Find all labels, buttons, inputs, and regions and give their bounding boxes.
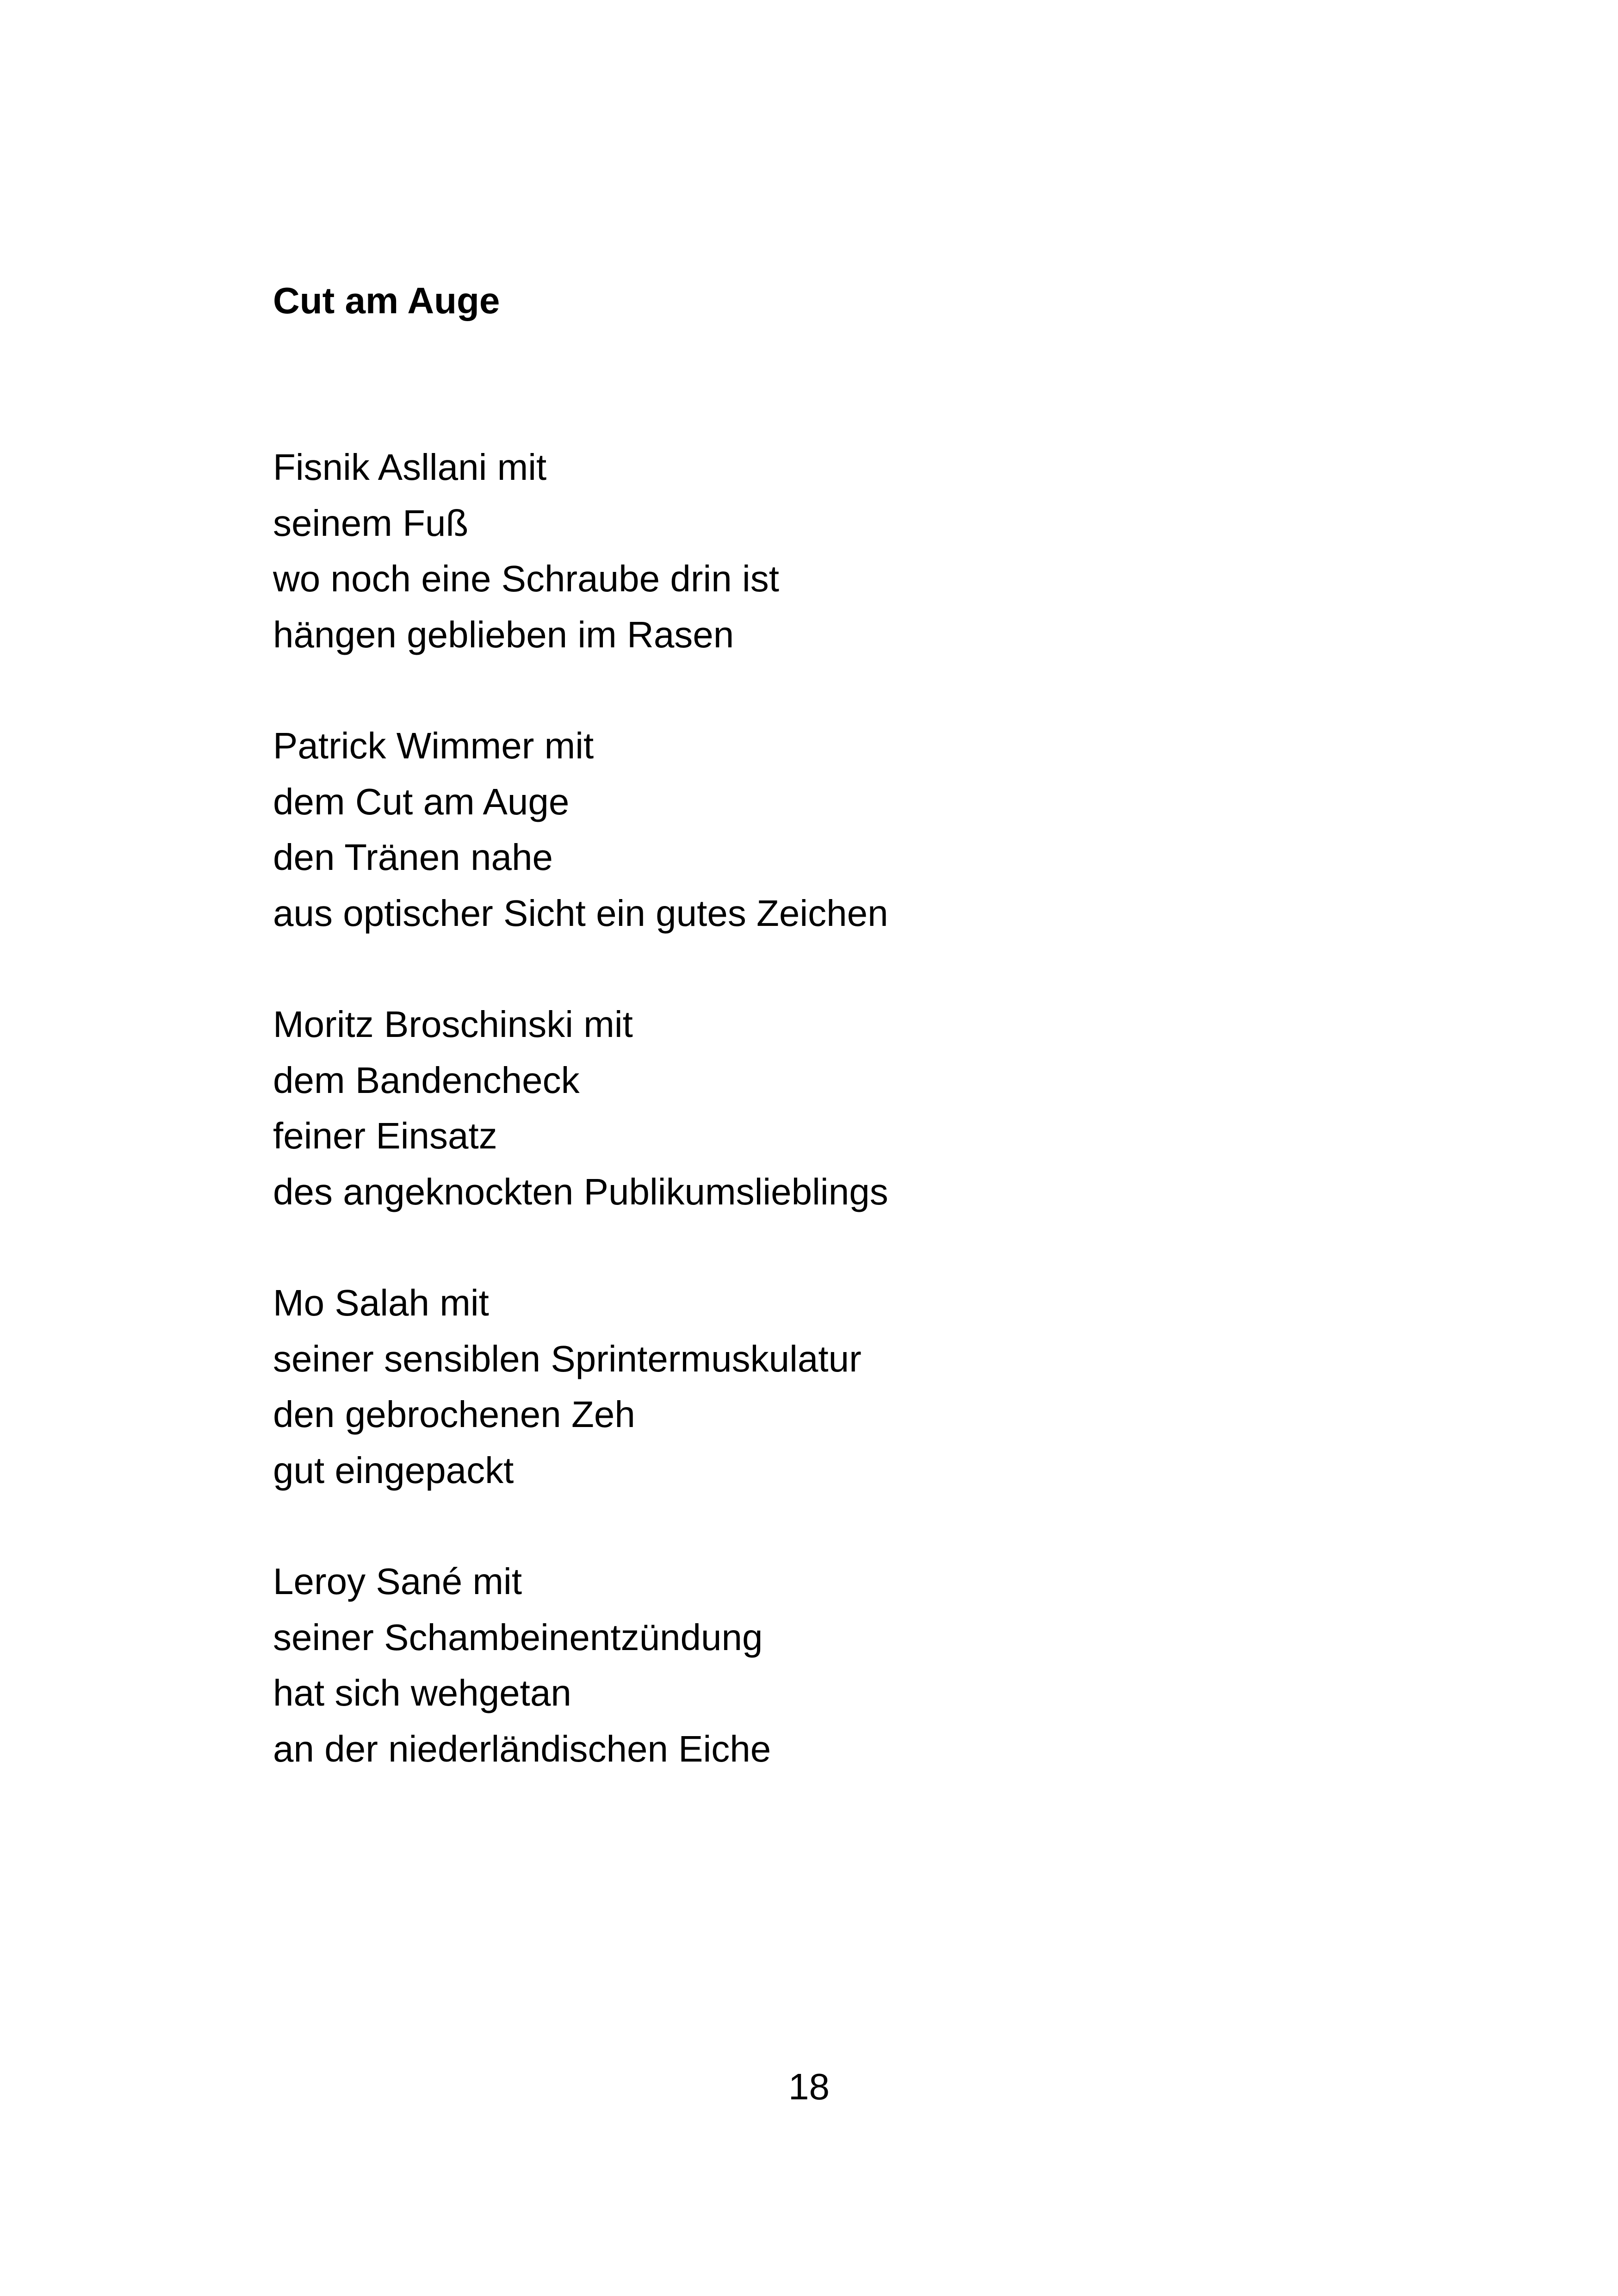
poem-line: hängen geblieben im Rasen bbox=[273, 614, 734, 655]
stanza-2 bbox=[273, 718, 1383, 941]
poem-line: dem Cut am Auge bbox=[273, 781, 570, 822]
page-number: 18 bbox=[788, 2066, 830, 2107]
stanza-4 bbox=[273, 1275, 1383, 1498]
poem-line: seinem Fuß bbox=[273, 502, 469, 544]
stanza-3 bbox=[273, 997, 1383, 1220]
poem-line: Moritz Broschinski mit bbox=[273, 1004, 633, 1045]
poem-line: aus optischer Sicht ein gutes Zeichen bbox=[273, 892, 888, 934]
poem-line: feiner Einsatz bbox=[273, 1115, 497, 1156]
poem-line: den gebrochenen Zeh bbox=[273, 1394, 635, 1435]
poem-line: seiner Schambeinentzündung bbox=[273, 1616, 763, 1658]
poem-body bbox=[273, 440, 1383, 1832]
poem-line: seiner sensiblen Sprintermuskulatur bbox=[273, 1338, 862, 1379]
poem-line: Fisnik Asllani mit bbox=[273, 447, 547, 488]
poem-line: an der niederländischen Eiche bbox=[273, 1728, 771, 1769]
stanza-1 bbox=[273, 440, 1383, 663]
poem-title: Cut am Auge bbox=[273, 280, 500, 321]
poem-line: gut eingepackt bbox=[273, 1449, 514, 1491]
poem-line: Leroy Sané mit bbox=[273, 1561, 522, 1602]
poem-line: wo noch eine Schraube drin ist bbox=[273, 558, 779, 599]
poem-line: des angeknockten Publikumslieblings bbox=[273, 1171, 888, 1212]
poem-line: Patrick Wimmer mit bbox=[273, 725, 594, 766]
poem-line: den Tränen nahe bbox=[273, 837, 553, 878]
poem-line: Mo Salah mit bbox=[273, 1282, 489, 1323]
poem-line: dem Bandencheck bbox=[273, 1059, 580, 1101]
poem-line: hat sich wehgetan bbox=[273, 1672, 571, 1713]
stanza-5 bbox=[273, 1554, 1383, 1777]
